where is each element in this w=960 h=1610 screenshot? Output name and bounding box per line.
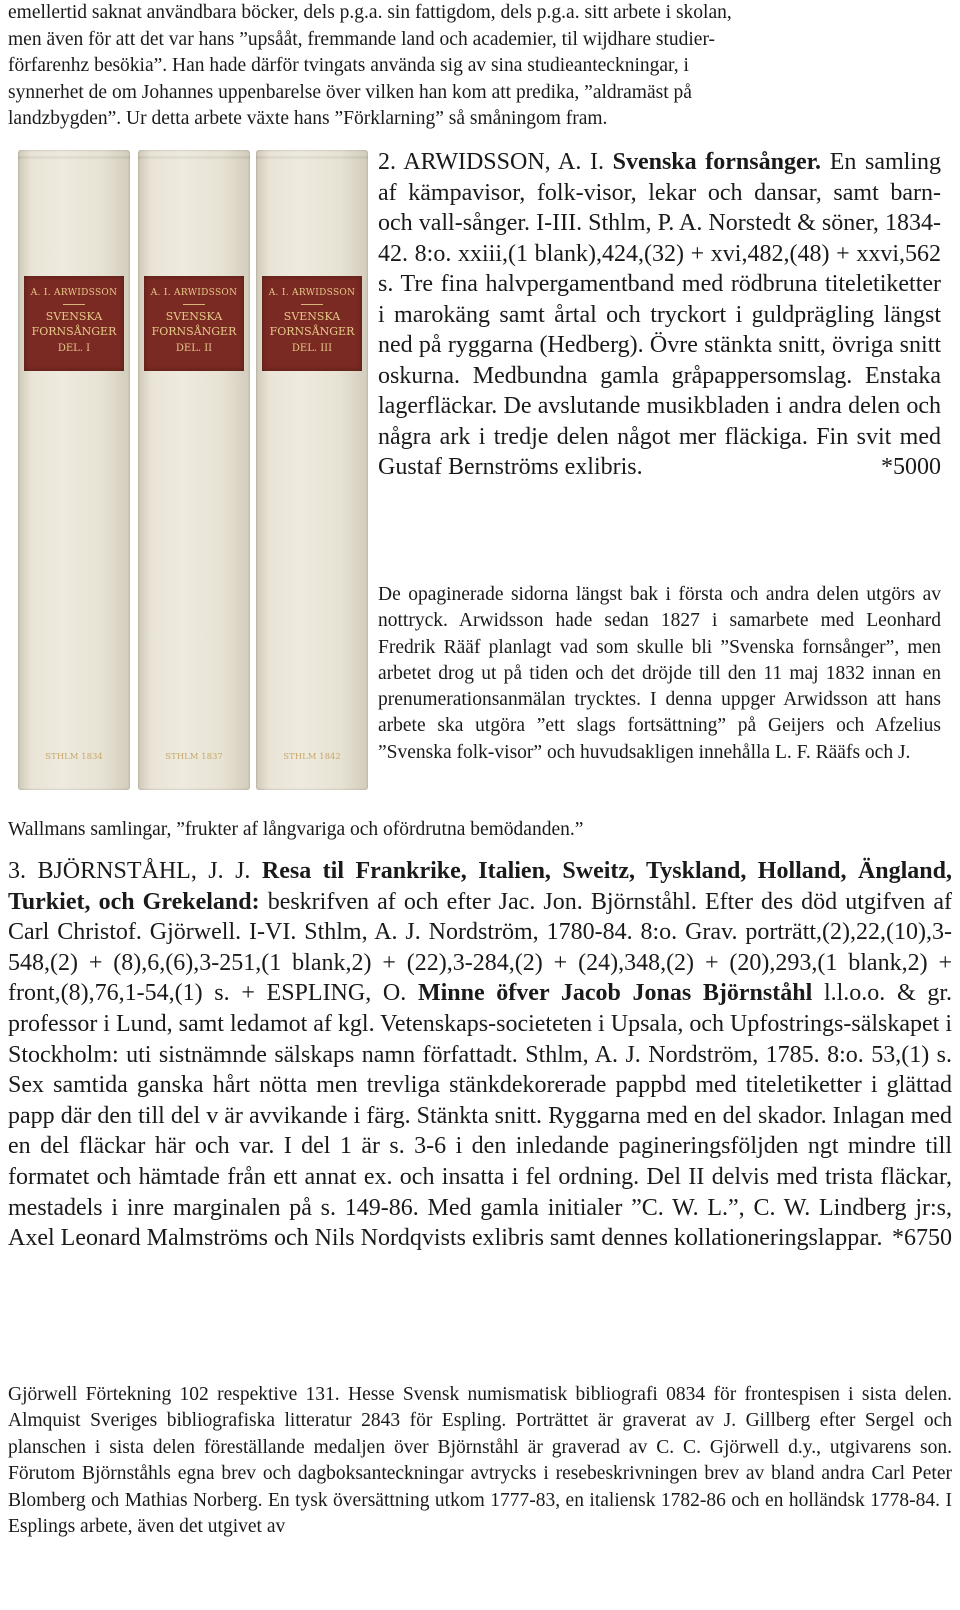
intro-paragraph	[8, 0, 952, 133]
spine-title: FORNSÅNGER	[151, 325, 237, 338]
intro-line: men även för att det var hans ”upsååt, fremmande land och academier, til wijdhare studier-	[8, 28, 716, 50]
spine-part: DEL. II	[175, 343, 213, 354]
entry-price: *6750	[892, 1225, 952, 1252]
book-spine-volume-2	[138, 150, 250, 790]
intro-line: emellertid saknat användbara böcker, dels p.g.a. sin fattigdom, dels p.g.a. sitt arbete i skolan,	[8, 2, 732, 23]
entry-description: beskrifven af och efter Jac. Jon. Björnståhl. Efter des död utgifven af Carl Christof. Gjörwell. I-VI. Sthlm, A. J. Nordström, 1780-84. 8:o. Grav. porträtt,(2),22,(10),3-548,(2) + (8),6,(6),3-251,(1 blank,2) + (22),3-284,(2) + (24),348,(2) + (20),293,(1 blank,2) + front,(8),76,1-54,(1) s. + ESPLING, O.	[8, 888, 952, 1007]
intro-line: landzbygden”. Ur detta arbete växte hans ”Förklarning” så småningom fram.	[8, 108, 608, 129]
book-spine-volume-3	[256, 150, 368, 790]
entry-note: De opaginerade sidorna längst bak i första och andra delen utgörs av nottryck. Arwidsson hade sedan 1827 i samarbete med Leonhard Fredrik Rääf planlagt vad som skulle bli ”Svenska fornsånger”, men arbetet drog ut på tiden och det dröjde till den 11 maj 1832 innan en prenumerationsanmälan trycktes. I denna uppger Arwidsson att hans arbete ska utgöra ”ett slags fortsättning” på Geijers och Afzelius ”Svenska folk-visor” och huvudsakligen innehålla L. F. Rääfs och J.	[378, 584, 941, 763]
entry-note: Gjörwell Förtekning 102 respektive 131. Hesse Svensk numismatisk bibliografi 0834 för frontespisen i sista delen. Almquist Sveriges bibliografiska litteratur 2843 för Espling. Porträttet är graverat av J. Gillberg efter Sergel och planschen i sista delen föreställande medaljen över Björnståhl är graverad av C. C. Gjörwell d.y., utgivarens son. Förutom Björnståhls egna brev och dagboksanteckningar avtrycks i resebeskrivningen brev av bland andra Carl Peter Blomberg och Mathias Norberg. En tysk översättning utkom 1777-83, en italiensk 1782-86 och en holländsk 1778-84. I Esplings arbete, även det utgivet av	[8, 1384, 952, 1538]
spine-label	[24, 276, 124, 371]
entry-description: l.l.o.o. & gr. professor i Lund, samt ledamot af kgl. Vetenskaps-societeten i Upsala, och Upfostrings-sälskapet i Stockholm: uti sistnämnde sälskaps namn författadt. Sthlm, A. J. Nordström, 1785. 8:o. 53,(1) s. Sex samtida ganska hårt nötta men trevliga stänkdekorerade pappbd med titeletiketter i glättad papp där den till del v är avvikande i färg. Stänkta snitt. Ryggarna med en del skador. Inlagan med en del fläckar här och var. I del 1 är s. 3-6 i den inledande pagineringsföljden ngt mindre till formatet och hämtade från ett annat ex. och insatta i fel ordning. Del II delvis med trista fläckar, mestadels i inre marginalen på s. 149-86. Med gamla initialer ”C. W. L.”, C. W. Lindberg jr:s, Axel Leonard Malmströms och Nils Nordqvists exlibris samt dennes kollationeringslappar.	[8, 980, 953, 1252]
catalogue-entry-2	[378, 147, 941, 483]
catalogue-page	[8, 0, 953, 1538]
entry-note-continued: Wallmans samlingar, ”frukter af långvariga och ofördrutna bemödanden.”	[8, 819, 584, 840]
catalogue-entry-3	[8, 856, 952, 1254]
book-spine-volume-1	[18, 150, 130, 790]
spine-title: SVENSKA	[165, 310, 223, 323]
spine-label	[262, 276, 362, 371]
spine-author: A. I. ARWIDSSON	[30, 288, 118, 298]
spine-title: SVENSKA	[45, 310, 103, 323]
entry-number: 2. ARWIDSSON, A. I.	[378, 149, 604, 175]
book-spines-photo	[18, 150, 378, 790]
spine-imprint: STHLM 1837	[165, 752, 223, 762]
spine-title: SVENSKA	[283, 310, 341, 323]
entry-title: Svenska fornsånger.	[612, 149, 822, 175]
entry-description: En samling af kämpavisor, folk-visor, lekar och dansar, samt barn- och vall-sånger. I-III. Sthlm, P. A. Norstedt & söner, 1834-42. 8:o. xxiii,(1 blank),424,(32) + xvi,482,(48) + xxvi,562 s. Tre fina halvpergamentband med rödbruna titeletiketter i marokäng samt årtal och tryckort i guldprägling längst ned på ryggarna (Hedberg). Övre stänkta snitt, övriga snitt oskurna. Medbundna gamla gråpappersomslag. Enstaka lagerfläckar. De avslutande musikbladen i andra delen och några ark i tredje delen något mer fläckiga. Fin svit med Gustaf Bernströms exlibris.	[378, 149, 941, 480]
intro-line: synnerhet de om Johannes uppenbarelse över vilken han kom att predika, ”aldramäst på	[8, 81, 692, 103]
spine-label	[144, 276, 244, 371]
spine-author: A. I. ARWIDSSON	[150, 288, 238, 298]
spine-title: FORNSÅNGER	[269, 325, 355, 338]
spine-author: A. I. ARWIDSSON	[268, 288, 356, 298]
spine-imprint: STHLM 1842	[283, 752, 341, 762]
entry-title: Resa til Frankrike, Italien, Sweitz, Tyskland, Holland, Ängland, Turkiet, och Grekeland:	[8, 858, 953, 915]
spine-part: DEL. III	[291, 343, 333, 354]
entry-number: 3. BJÖRNSTÅHL, J. J.	[8, 858, 251, 884]
spine-imprint: STHLM 1834	[45, 752, 103, 762]
entry-price: *5000	[881, 454, 941, 480]
spine-title: FORNSÅNGER	[31, 325, 117, 338]
entry-second-title: Minne öfver Jacob Jonas Björnståhl	[417, 980, 813, 1007]
intro-line: förfarenhz besökia”. Han hade därför tvingats använda sig av sina studieanteckningar, i	[8, 55, 689, 76]
spine-part: DEL. I	[57, 343, 91, 354]
